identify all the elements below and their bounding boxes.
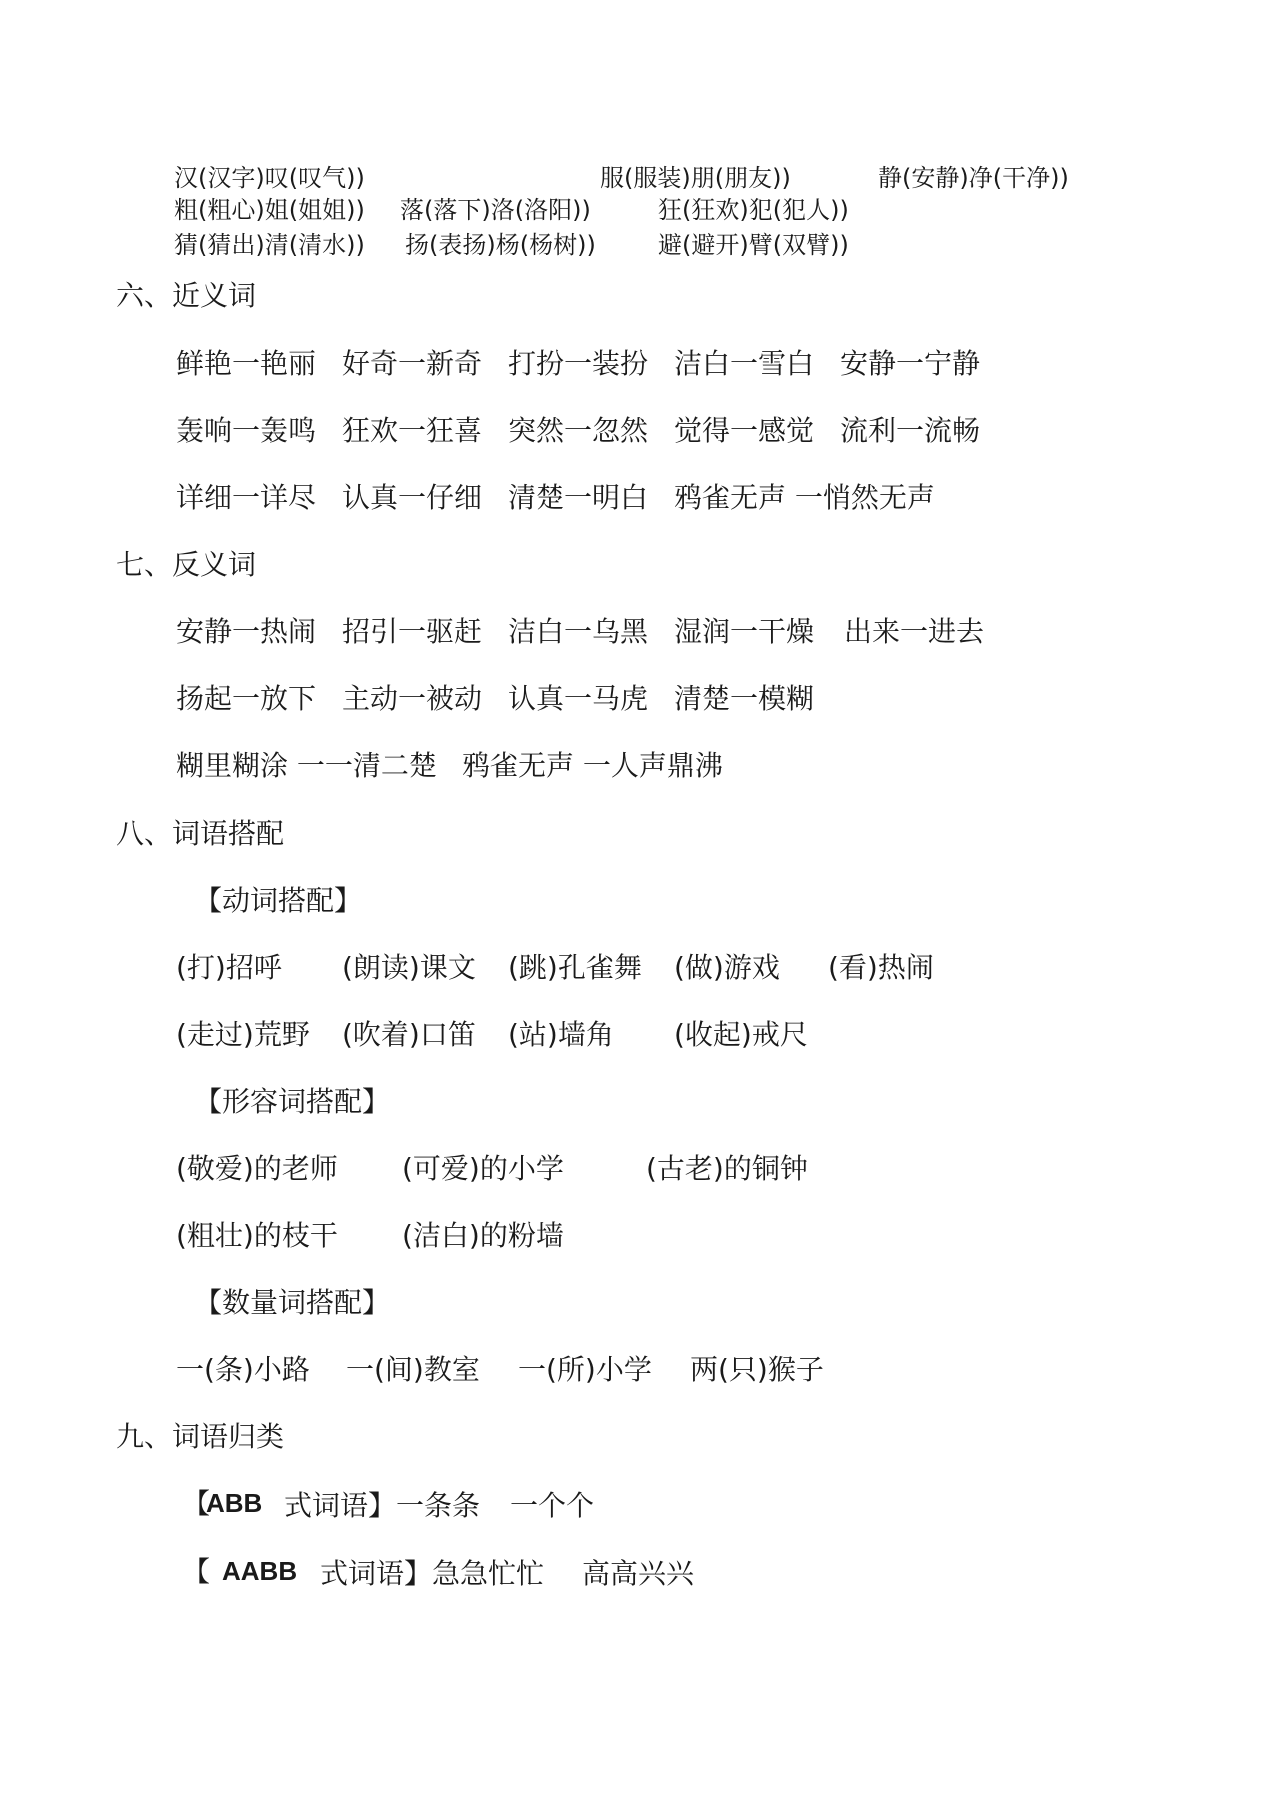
collocation-item: (打)招呼 xyxy=(176,951,282,984)
word-pair: 主动一被动 xyxy=(342,682,483,715)
homophone-item: 狂(狂欢)犯(犯人)) xyxy=(658,196,849,224)
collocation-item: (敬爱)的老师 xyxy=(176,1152,338,1185)
word-pair: 招引一驱赶 xyxy=(342,615,483,648)
subheading-verb-collocations: 【动词搭配】 xyxy=(194,884,363,917)
homophone-item: 落(落下)洛(洛阳)) xyxy=(400,196,591,224)
pattern-example: 式词语】一条条 xyxy=(284,1489,481,1522)
homophone-item: 避(避开)臂(双臂)) xyxy=(658,231,849,259)
collocation-item: (做)游戏 xyxy=(674,951,780,984)
collocation-item: 一(条)小路 xyxy=(176,1353,310,1386)
word-pair: 详细一详尽 xyxy=(176,481,317,514)
word-pair: 鲜艳一艳丽 xyxy=(176,347,317,380)
collocation-item: 一(间)教室 xyxy=(346,1353,480,1386)
collocation-item: 一(所)小学 xyxy=(518,1353,652,1386)
word-pair: 鸦雀无声 一人声鼎沸 xyxy=(462,749,723,782)
word-pair: 狂欢一狂喜 xyxy=(342,414,483,447)
collocation-item: (朗读)课文 xyxy=(342,951,476,984)
word-pair: 鸦雀无声 一悄然无声 xyxy=(674,481,935,514)
word-pair: 轰响一轰鸣 xyxy=(176,414,317,447)
homophone-item: 静(安静)净(干净)) xyxy=(878,164,1069,192)
word-pair: 扬起一放下 xyxy=(176,682,317,715)
bracket-open: 【 xyxy=(182,1555,211,1588)
homophone-item: 扬(表扬)杨(杨树)) xyxy=(405,231,596,259)
word-pair: 突然一忽然 xyxy=(508,414,649,447)
word-pair: 清楚一明白 xyxy=(508,481,649,514)
pattern-code: ABB xyxy=(206,1488,263,1518)
section-heading-antonyms: 七、反义词 xyxy=(116,548,257,581)
subheading-adjective-collocations: 【形容词搭配】 xyxy=(194,1085,391,1118)
word-pair: 洁白一雪白 xyxy=(674,347,815,380)
section-heading-word-classification: 九、词语归类 xyxy=(116,1420,285,1453)
pattern-code: AABB xyxy=(222,1556,298,1586)
collocation-item: (收起)戒尺 xyxy=(674,1018,808,1051)
section-heading-collocations: 八、词语搭配 xyxy=(116,817,285,850)
collocation-item: (古老)的铜钟 xyxy=(646,1152,808,1185)
subheading-quantifier-collocations: 【数量词搭配】 xyxy=(194,1286,391,1319)
homophone-item: 猜(猜出)清(清水)) xyxy=(174,231,365,259)
collocation-item: (洁白)的粉墙 xyxy=(402,1219,564,1252)
word-pair: 糊里糊涂 一一清二楚 xyxy=(176,749,437,782)
pattern-example: 高高兴兴 xyxy=(582,1557,695,1590)
homophone-item: 服(服装)朋(朋友)) xyxy=(600,164,791,192)
collocation-item: (跳)孔雀舞 xyxy=(508,951,642,984)
word-pair: 清楚一模糊 xyxy=(674,682,815,715)
collocation-item: (可爱)的小学 xyxy=(402,1152,564,1185)
word-pair: 湿润一干燥 xyxy=(674,615,815,648)
word-pair: 好奇一新奇 xyxy=(342,347,483,380)
collocation-item: (走过)荒野 xyxy=(176,1018,310,1051)
collocation-item: (看)热闹 xyxy=(828,951,934,984)
word-pair: 认真一马虎 xyxy=(508,682,649,715)
collocation-item: (站)墙角 xyxy=(508,1018,614,1051)
word-pair: 安静一热闹 xyxy=(176,615,317,648)
word-pair: 安静一宁静 xyxy=(840,347,981,380)
collocation-item: 两(只)猴子 xyxy=(690,1353,824,1386)
word-pair: 出来一进去 xyxy=(844,615,985,648)
pattern-example: 一个个 xyxy=(510,1489,595,1522)
homophone-item: 粗(粗心)姐(姐姐)) xyxy=(174,196,365,224)
homophone-item: 汉(汉字)叹(叹气)) xyxy=(174,164,365,192)
collocation-item: (吹着)口笛 xyxy=(342,1018,476,1051)
word-pair: 认真一仔细 xyxy=(342,481,483,514)
collocation-item: (粗壮)的枝干 xyxy=(176,1219,338,1252)
word-pair: 打扮一装扮 xyxy=(508,347,649,380)
word-pair: 洁白一乌黑 xyxy=(508,615,649,648)
word-pair: 流利一流畅 xyxy=(840,414,981,447)
pattern-example: 式词语】急急忙忙 xyxy=(320,1557,545,1590)
word-pair: 觉得一感觉 xyxy=(674,414,815,447)
section-heading-synonyms: 六、近义词 xyxy=(116,279,257,312)
bracket-open: 【 xyxy=(182,1487,211,1520)
